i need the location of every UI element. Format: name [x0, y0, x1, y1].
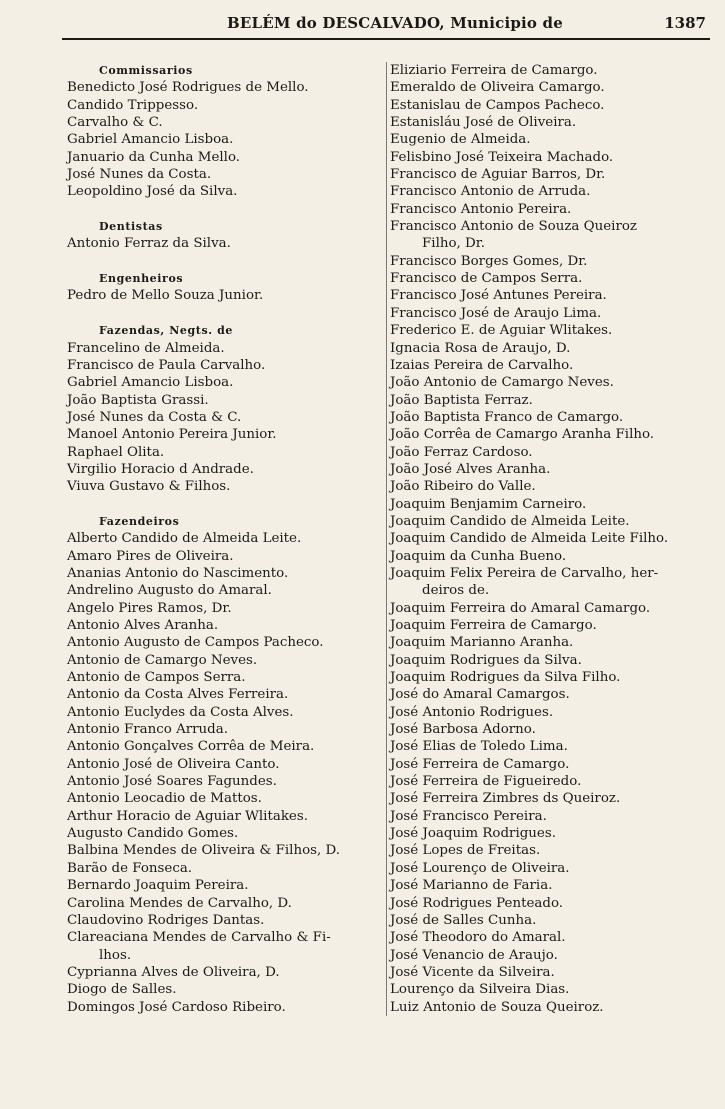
list-item: Antonio Franco Arruda. — [67, 722, 228, 738]
list-item: Domingos José Cardoso Ribeiro. — [67, 999, 286, 1015]
list-item: Barão de Fonseca. — [67, 860, 193, 876]
list-item: Carolina Mendes de Carvalho, D. — [67, 895, 292, 911]
list-item: José Elias de Toledo Lima. — [390, 739, 568, 755]
list-item: Frederico E. de Aguiar Wlitakes. — [390, 323, 613, 339]
list-item: Raphael Olita. — [67, 444, 165, 460]
list-item: Antonio da Costa Alves Ferreira. — [67, 687, 289, 703]
list-item: Joaquim Marianno Aranha. — [390, 635, 574, 651]
list-item: Leopoldino José da Silva. — [67, 184, 238, 200]
page-title: BELÉM do DESCALVADO, Municipio de — [227, 14, 563, 32]
list-item: Amaro Pires de Oliveira. — [67, 548, 234, 564]
fazendas-list — [67, 340, 385, 496]
section-spacer — [67, 305, 385, 322]
list-item: Izaias Pereira de Carvalho. — [390, 357, 574, 373]
list-item: Benedicto José Rodrigues de Mello. — [67, 80, 309, 96]
list-item: José Vicente da Silveira. — [390, 964, 555, 980]
list-item: Francisco Antonio de Arruda. — [390, 184, 591, 200]
list-item: Francisco Antonio Pereira. — [390, 201, 572, 217]
list-item: Joaquim Candido de Almeida Leite Filho. — [390, 531, 669, 547]
list-item: Francisco de Campos Serra. — [390, 271, 583, 287]
list-item: Francisco Antonio de Souza Queiroz — [390, 219, 637, 235]
page-number: 1387 — [664, 14, 706, 32]
list-item: Alberto Candido de Almeida Leite. — [67, 531, 302, 547]
section-spacer — [67, 496, 385, 513]
list-item: José Ferreira de Figueiredo. — [390, 774, 582, 790]
list-item: Filho, Dr. — [422, 236, 485, 252]
list-item: Angelo Pires Ramos, Dr. — [67, 600, 232, 616]
list-item: Balbina Mendes de Oliveira & Filhos, D. — [67, 843, 341, 859]
list-item: José Nunes da Costa & C. — [67, 409, 242, 425]
list-item: Pedro de Mello Souza Junior. — [67, 288, 264, 304]
list-item: Januario da Cunha Mello. — [67, 149, 241, 165]
list-item: Antonio José de Oliveira Canto. — [67, 756, 280, 772]
commissarios-list — [67, 79, 385, 200]
list-item: José Theodoro do Amaral. — [390, 930, 566, 946]
dentistas-list — [67, 235, 385, 252]
list-item: Gabriel Amancio Lisboa. — [67, 132, 234, 148]
list-item: Candido Trippesso. — [67, 97, 199, 113]
left-column — [67, 62, 385, 1016]
list-item: Joaquim Ferreira do Amaral Camargo. — [390, 600, 651, 616]
list-item: José de Salles Cunha. — [390, 912, 537, 928]
list-item: Antonio Euclydes da Costa Alves. — [67, 704, 294, 720]
list-item: José Francisco Pereira. — [390, 808, 547, 824]
list-item: Joaquim da Cunha Bueno. — [390, 548, 567, 564]
fazendeiros-list — [67, 530, 385, 1016]
list-item: José Antonio Rodrigues. — [390, 704, 554, 720]
list-item: José Lourenço de Oliveira. — [390, 860, 570, 876]
section-heading-engenheiros: Engenheiros — [99, 272, 184, 286]
list-item: Francisco Borges Gomes, Dr. — [390, 253, 588, 269]
list-item: Antonio Leocadio de Mattos. — [67, 791, 262, 807]
list-item: Virgilio Horacio d Andrade. — [67, 461, 254, 477]
list-item: Diogo de Salles. — [67, 982, 177, 998]
list-item: Andrelino Augusto do Amaral. — [67, 583, 272, 599]
list-item: Eliziario Ferreira de Camargo. — [390, 63, 598, 78]
list-item: lhos. — [99, 947, 132, 963]
section-heading-dentistas: Dentistas — [99, 220, 163, 234]
list-item: Cyprianna Alves de Oliveira, D. — [67, 964, 280, 980]
list-item: José Venancio de Araujo. — [390, 947, 558, 963]
list-item: Estanisláu José de Oliveira. — [390, 115, 577, 131]
list-item: José Ferreira de Camargo. — [390, 756, 570, 772]
list-item: Bernardo Joaquim Pereira. — [67, 878, 249, 894]
list-item: Antonio de Campos Serra. — [67, 670, 246, 686]
list-item: João José Alves Aranha. — [390, 461, 551, 477]
list-item: Francisco de Aguiar Barros, Dr. — [390, 167, 606, 183]
list-item: José do Amaral Camargos. — [390, 687, 570, 703]
list-item: José Nunes da Costa. — [67, 167, 212, 183]
list-item: Viuva Gustavo & Filhos. — [67, 479, 231, 495]
section-heading-fazendeiros: Fazendeiros — [99, 514, 180, 528]
list-item: Emeraldo de Oliveira Camargo. — [390, 80, 605, 96]
list-item: José Marianno de Faria. — [390, 878, 553, 894]
page-header — [62, 12, 710, 40]
list-item: Antonio Gonçalves Corrêa de Meira. — [67, 739, 315, 755]
list-item: José Barbosa Adorno. — [390, 722, 536, 738]
list-item: Manoel Antonio Pereira Junior. — [67, 427, 277, 443]
list-item: José Ferreira Zimbres ds Queiroz. — [390, 791, 621, 807]
list-item: Antonio Augusto de Campos Pacheco. — [67, 635, 324, 651]
list-item: Francisco de Paula Carvalho. — [67, 357, 266, 373]
list-item: Joaquim Rodrigues da Silva Filho. — [390, 670, 621, 686]
section-spacer — [67, 201, 385, 218]
list-item: Clareaciana Mendes de Carvalho & Fi- — [67, 930, 331, 946]
list-item: Francelino de Almeida. — [67, 340, 225, 356]
list-item: João Antonio de Camargo Neves. — [390, 375, 614, 391]
list-item: Luiz Antonio de Souza Queiroz. — [390, 999, 604, 1015]
list-item: Joaquim Felix Pereira de Carvalho, her- — [390, 565, 659, 581]
list-item: Felisbino José Teixeira Machado. — [390, 149, 614, 165]
list-item: Lourenço da Silveira Dias. — [390, 982, 570, 998]
list-item: João Ferraz Cardoso. — [390, 444, 533, 460]
list-item: Francisco José de Araujo Lima. — [390, 305, 602, 321]
list-item: Arthur Horacio de Aguiar Wlitakes. — [67, 808, 308, 824]
list-item: João Baptista Grassi. — [67, 392, 209, 408]
list-item: Eugenio de Almeida. — [390, 132, 531, 148]
list-item: Joaquim Rodrigues da Silva. — [390, 652, 582, 668]
section-spacer — [67, 253, 385, 270]
engenheiros-list — [67, 287, 385, 304]
section-heading-commissarios: Commissarios — [99, 64, 193, 77]
list-item: Antonio Ferraz da Silva. — [67, 236, 231, 252]
list-item: José Joaquim Rodrigues. — [390, 826, 556, 842]
list-item: José Lopes de Freitas. — [390, 843, 541, 859]
list-item: Augusto Candido Gomes. — [67, 826, 239, 842]
list-item: Estanislau de Campos Pacheco. — [390, 97, 605, 113]
list-item: Carvalho & C. — [67, 115, 163, 131]
list-item: Claudovino Rodriges Dantas. — [67, 912, 265, 928]
list-item: Antonio de Camargo Neves. — [67, 652, 258, 668]
list-item: João Baptista Ferraz. — [390, 392, 533, 408]
list-item: deiros de. — [422, 583, 490, 599]
right-column-list — [390, 62, 710, 1016]
list-item: João Ribeiro do Valle. — [390, 479, 536, 495]
list-item: Joaquim Ferreira de Camargo. — [390, 618, 597, 633]
list-item: Antonio Alves Aranha. — [67, 618, 219, 633]
right-column — [386, 62, 710, 1016]
list-item: Joaquim Candido de Almeida Leite. — [390, 513, 630, 529]
list-item: Joaquim Benjamim Carneiro. — [390, 496, 587, 512]
list-item: João Baptista Franco de Camargo. — [390, 409, 624, 425]
section-heading-fazendas: Fazendas, Negts. de — [99, 324, 234, 338]
list-item: Antonio José Soares Fagundes. — [67, 774, 277, 790]
list-item: João Corrêa de Camargo Aranha Filho. — [390, 427, 655, 443]
list-item: Ananias Antonio do Nascimento. — [67, 565, 289, 581]
list-item: José Rodrigues Penteado. — [390, 895, 564, 911]
list-item: Gabriel Amancio Lisboa. — [67, 375, 234, 391]
list-item: Francisco José Antunes Pereira. — [390, 288, 607, 304]
list-item: Ignacia Rosa de Araujo, D. — [390, 340, 571, 356]
